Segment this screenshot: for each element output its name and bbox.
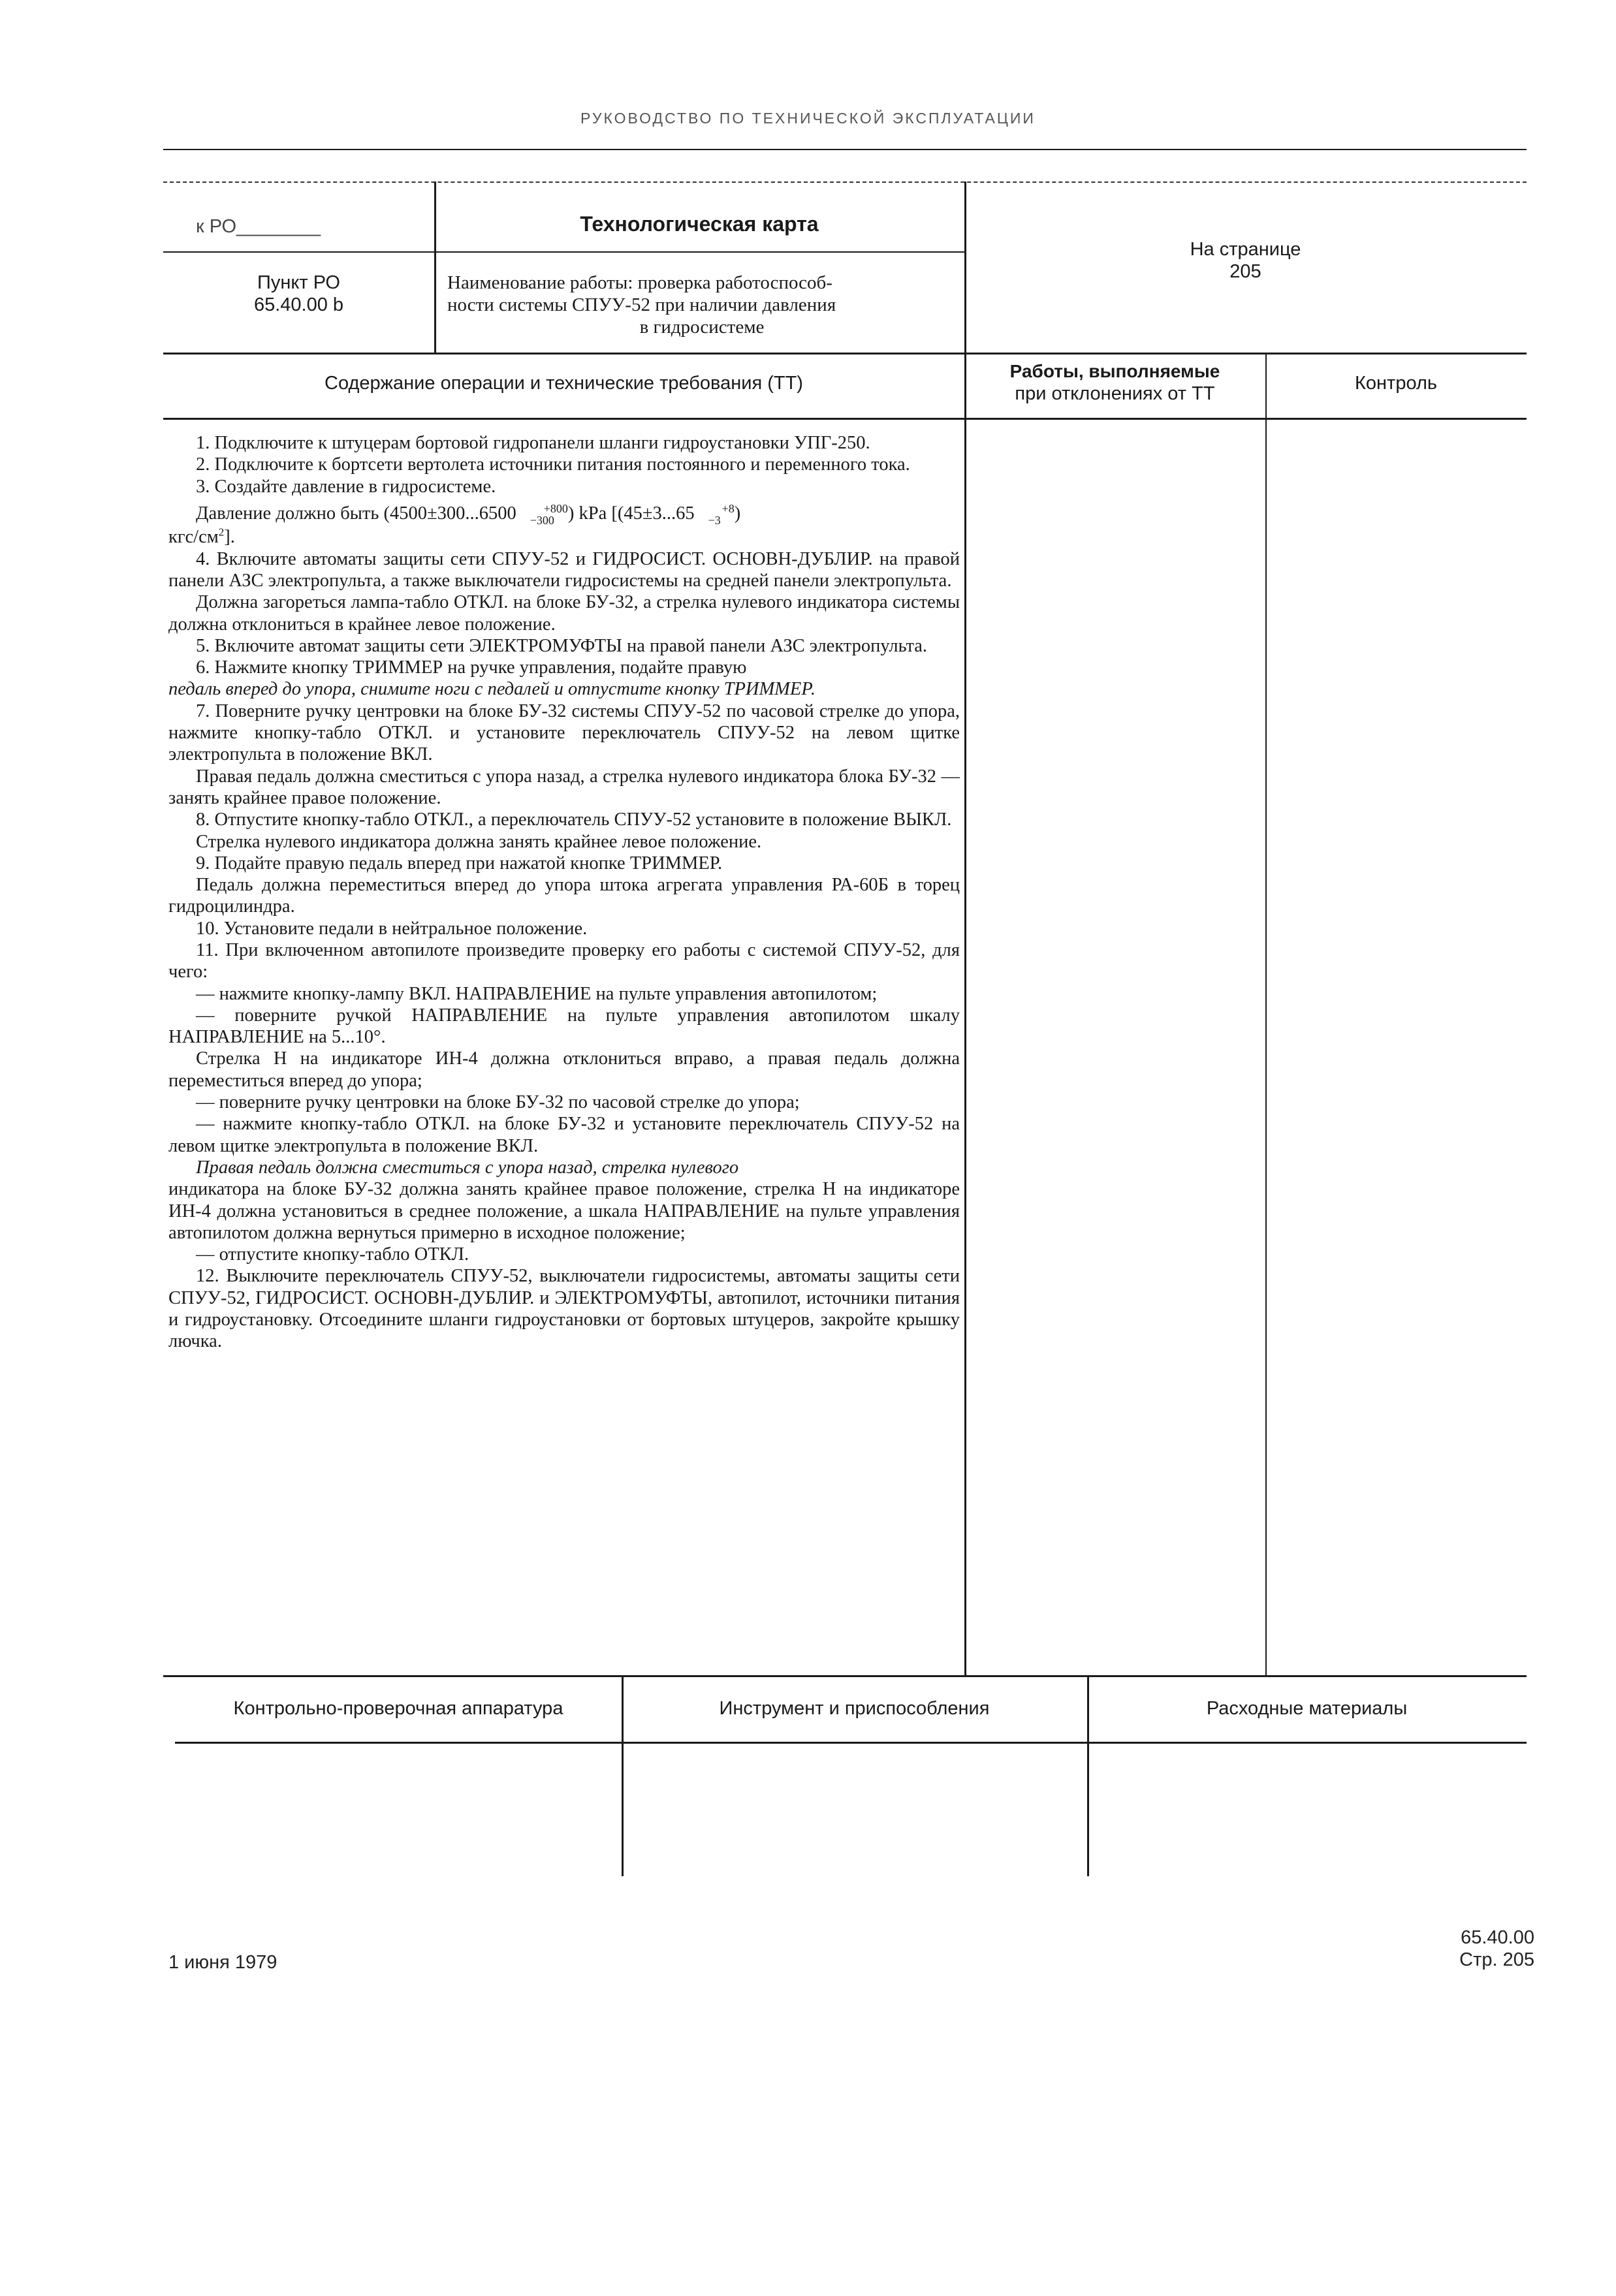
pressure-text: Давление должно быть (4500±300...6500 (196, 503, 516, 524)
operation-step: — нажмите кнопку-лампу ВКЛ. НАПРАВЛЕНИЕ на пульте управления автопилотом; (196, 983, 878, 1004)
operation-step: Стрелка Н на индикаторе ИН-4 должна отклониться вправо, а правая педаль должна переместиться вперед до упора; (168, 1048, 960, 1091)
pressure-tolerance-2 (695, 503, 735, 526)
operation-step: педаль вперед до упора, снимите ноги с педалей и отпустите кнопку ТРИММЕР. (168, 679, 816, 700)
column-heading-content: Содержание операции и технические требования (ТТ) (325, 373, 803, 394)
footer-page: Стр. 205 (1459, 1949, 1534, 1970)
column-divider-control (1265, 353, 1267, 1675)
operation-step: 5. Включите автомат защиты сети ЭЛЕКТРОМУФТЫ на правой панели АЗС электропульта. (196, 635, 928, 656)
operation-step: 11. При включенном автопилоте произведите проверку его работы с системой СПУУ-52, для чего: (168, 939, 960, 983)
header-row-rule (163, 251, 964, 253)
pressure-requirement (168, 503, 960, 526)
bottom-heading-equipment: Контрольно-проверочная аппаратура (233, 1698, 563, 1719)
work-name-line-3: в гидросистеме (639, 317, 765, 338)
operation-step: 6. Нажмите кнопку ТРИММЕР на ручке управления, подайте правую (196, 657, 747, 678)
operation-step: — отпустите кнопку-табло ОТКЛ. (196, 1244, 469, 1265)
columns-bottom-rule (163, 418, 1527, 420)
tolerance-upper-2: +8 (721, 502, 735, 516)
operation-step: Правая педаль должна сместиться с упора назад, стрелка нулевого (196, 1157, 739, 1178)
operation-step: — нажмите кнопку-табло ОТКЛ. на блоке БУ-32 и установите переключатель СПУУ-52 на левом щитке электропульта в положение ВКЛ. (168, 1114, 960, 1156)
operation-step: 8. Отпустите кнопку-табло ОТКЛ., а переключатель СПУУ-52 установите в положение ВЫКЛ. (196, 810, 952, 830)
pressure-unit (168, 526, 960, 548)
column-divider-main (964, 181, 966, 1675)
column-heading-deviations-1: Работы, выполняемые (1009, 361, 1220, 381)
tolerance-lower: −300 (530, 514, 554, 527)
operations-list (168, 432, 960, 1353)
page-number: 205 (1229, 261, 1261, 282)
running-head: РУКОВОДСТВО ПО ТЕХНИЧЕСКОЙ ЭКСПЛУАТАЦИИ (580, 110, 1036, 127)
operation-step: 7. Поверните ручку центровки на блоке БУ-32 системы СПУУ-52 по часовой стрелке до упора, нажмите кнопку-табло ОТКЛ. и установите переключатель СПУУ-52 на левом щитке электропульта в положение ВКЛ. (168, 700, 960, 765)
item-number: 65.40.00 b (253, 294, 344, 315)
card-title: Технологическая карта (580, 212, 819, 236)
operation-step: 12. Выключите переключатель СПУУ-52, выключатели гидросистемы, автоматы защиты сети СПУУ-52, ГИДРОСИСТ. ОСНОВН-ДУБЛИР. и ЭЛЕКТРОМУФТЫ, автопилот, источники питания и гидроустановку. Отсоедините шланги гидроустановки от бортовых штуцеров, закройте крышку лючка. (168, 1266, 960, 1352)
operation-step: Должна загореться лампа-табло ОТКЛ. на блоке БУ-32, а стрелка нулевого индикатора системы должна отклониться в крайнее левое положение. (168, 592, 960, 635)
page-label: На странице (1190, 239, 1301, 260)
operation-step: индикатора на блоке БУ-32 должна занять крайнее правое положение, стрелка Н на индикаторе ИН-4 должна установиться в среднее положение, а шкала НАПРАВЛЕНИЕ на пульте управления автопилотом должна вернуться примерно в исходное положение; (168, 1179, 960, 1243)
ref-label: к РО________ (196, 216, 321, 237)
operation-step: 3. Создайте давление в гидросистеме. (196, 476, 496, 497)
operation-step: Правая педаль должна сместиться с упора назад, а стрелка нулевого индикатора блока БУ-32 — занять крайнее правое положение. (168, 766, 960, 808)
columns-top-rule (163, 353, 1527, 354)
bottom-table-top-rule (163, 1675, 1527, 1677)
tolerance-lower-2: −3 (708, 514, 721, 527)
work-name-line-2: ности системы СПУУ-52 при наличии давления (447, 294, 836, 315)
column-heading-control: Контроль (1355, 373, 1437, 394)
header-divider-1 (434, 181, 436, 353)
bottom-heading-materials: Расходные материалы (1206, 1698, 1408, 1719)
footer-section: 65.40.00 (1461, 1927, 1534, 1948)
operation-step: Педаль должна переместиться вперед до упора штока агрегата управления РА-60Б в торец гидроцилиндра. (168, 875, 960, 917)
operation-step: — поверните ручку центровки на блоке БУ-32 по часовой стрелке до упора; (196, 1092, 800, 1113)
item-label: Пункт РО (257, 272, 340, 293)
bottom-heading-tools: Инструмент и приспособления (719, 1698, 990, 1719)
operation-step: 4. Включите автоматы защиты сети СПУУ-52 и ГИДРОСИСТ. ОСНОВН-ДУБЛИР. на правой панели АЗС электропульта, а также выключатели гидросистемы на средней панели электропульта. (168, 548, 960, 591)
unit-end: ]. (224, 527, 235, 548)
operation-step: 2. Подключите к бортсети вертолета источники питания постоянного и переменного тока. (196, 454, 910, 475)
header-dashed-rule (163, 181, 1527, 183)
pressure-text-mid: ) kPa [(45±3...65 (567, 503, 695, 524)
header-rule (163, 149, 1527, 150)
operation-step: 1. Подключите к штуцерам бортовой гидропанели шланги гидроустановки УПГ-250. (196, 433, 870, 453)
tolerance-upper: +800 (543, 502, 568, 516)
operation-step: Стрелка нулевого индикатора должна занять крайнее левое положение. (196, 831, 762, 852)
operation-step: — поверните ручкой НАПРАВЛЕНИЕ на пульте управления автопилотом шкалу НАПРАВЛЕНИЕ на 5...10°. (168, 1005, 960, 1048)
operation-step: 9. Подайте правую педаль вперед при нажатой кнопке ТРИММЕР. (196, 853, 723, 873)
pressure-tolerance-1 (516, 503, 568, 526)
bottom-table-header-rule (175, 1742, 1527, 1744)
unit-text: кгс/см (168, 527, 219, 548)
footer-date: 1 июня 1979 (168, 1952, 277, 1973)
unit-sup: 2 (218, 526, 225, 539)
work-name-line-1: Наименование работы: проверка работоспособ- (447, 272, 832, 293)
operation-step: 10. Установите педали в нейтральное положение. (196, 918, 588, 939)
pressure-text-end: ) (734, 503, 741, 524)
column-heading-deviations-2: при отклонениях от ТТ (1015, 383, 1215, 404)
